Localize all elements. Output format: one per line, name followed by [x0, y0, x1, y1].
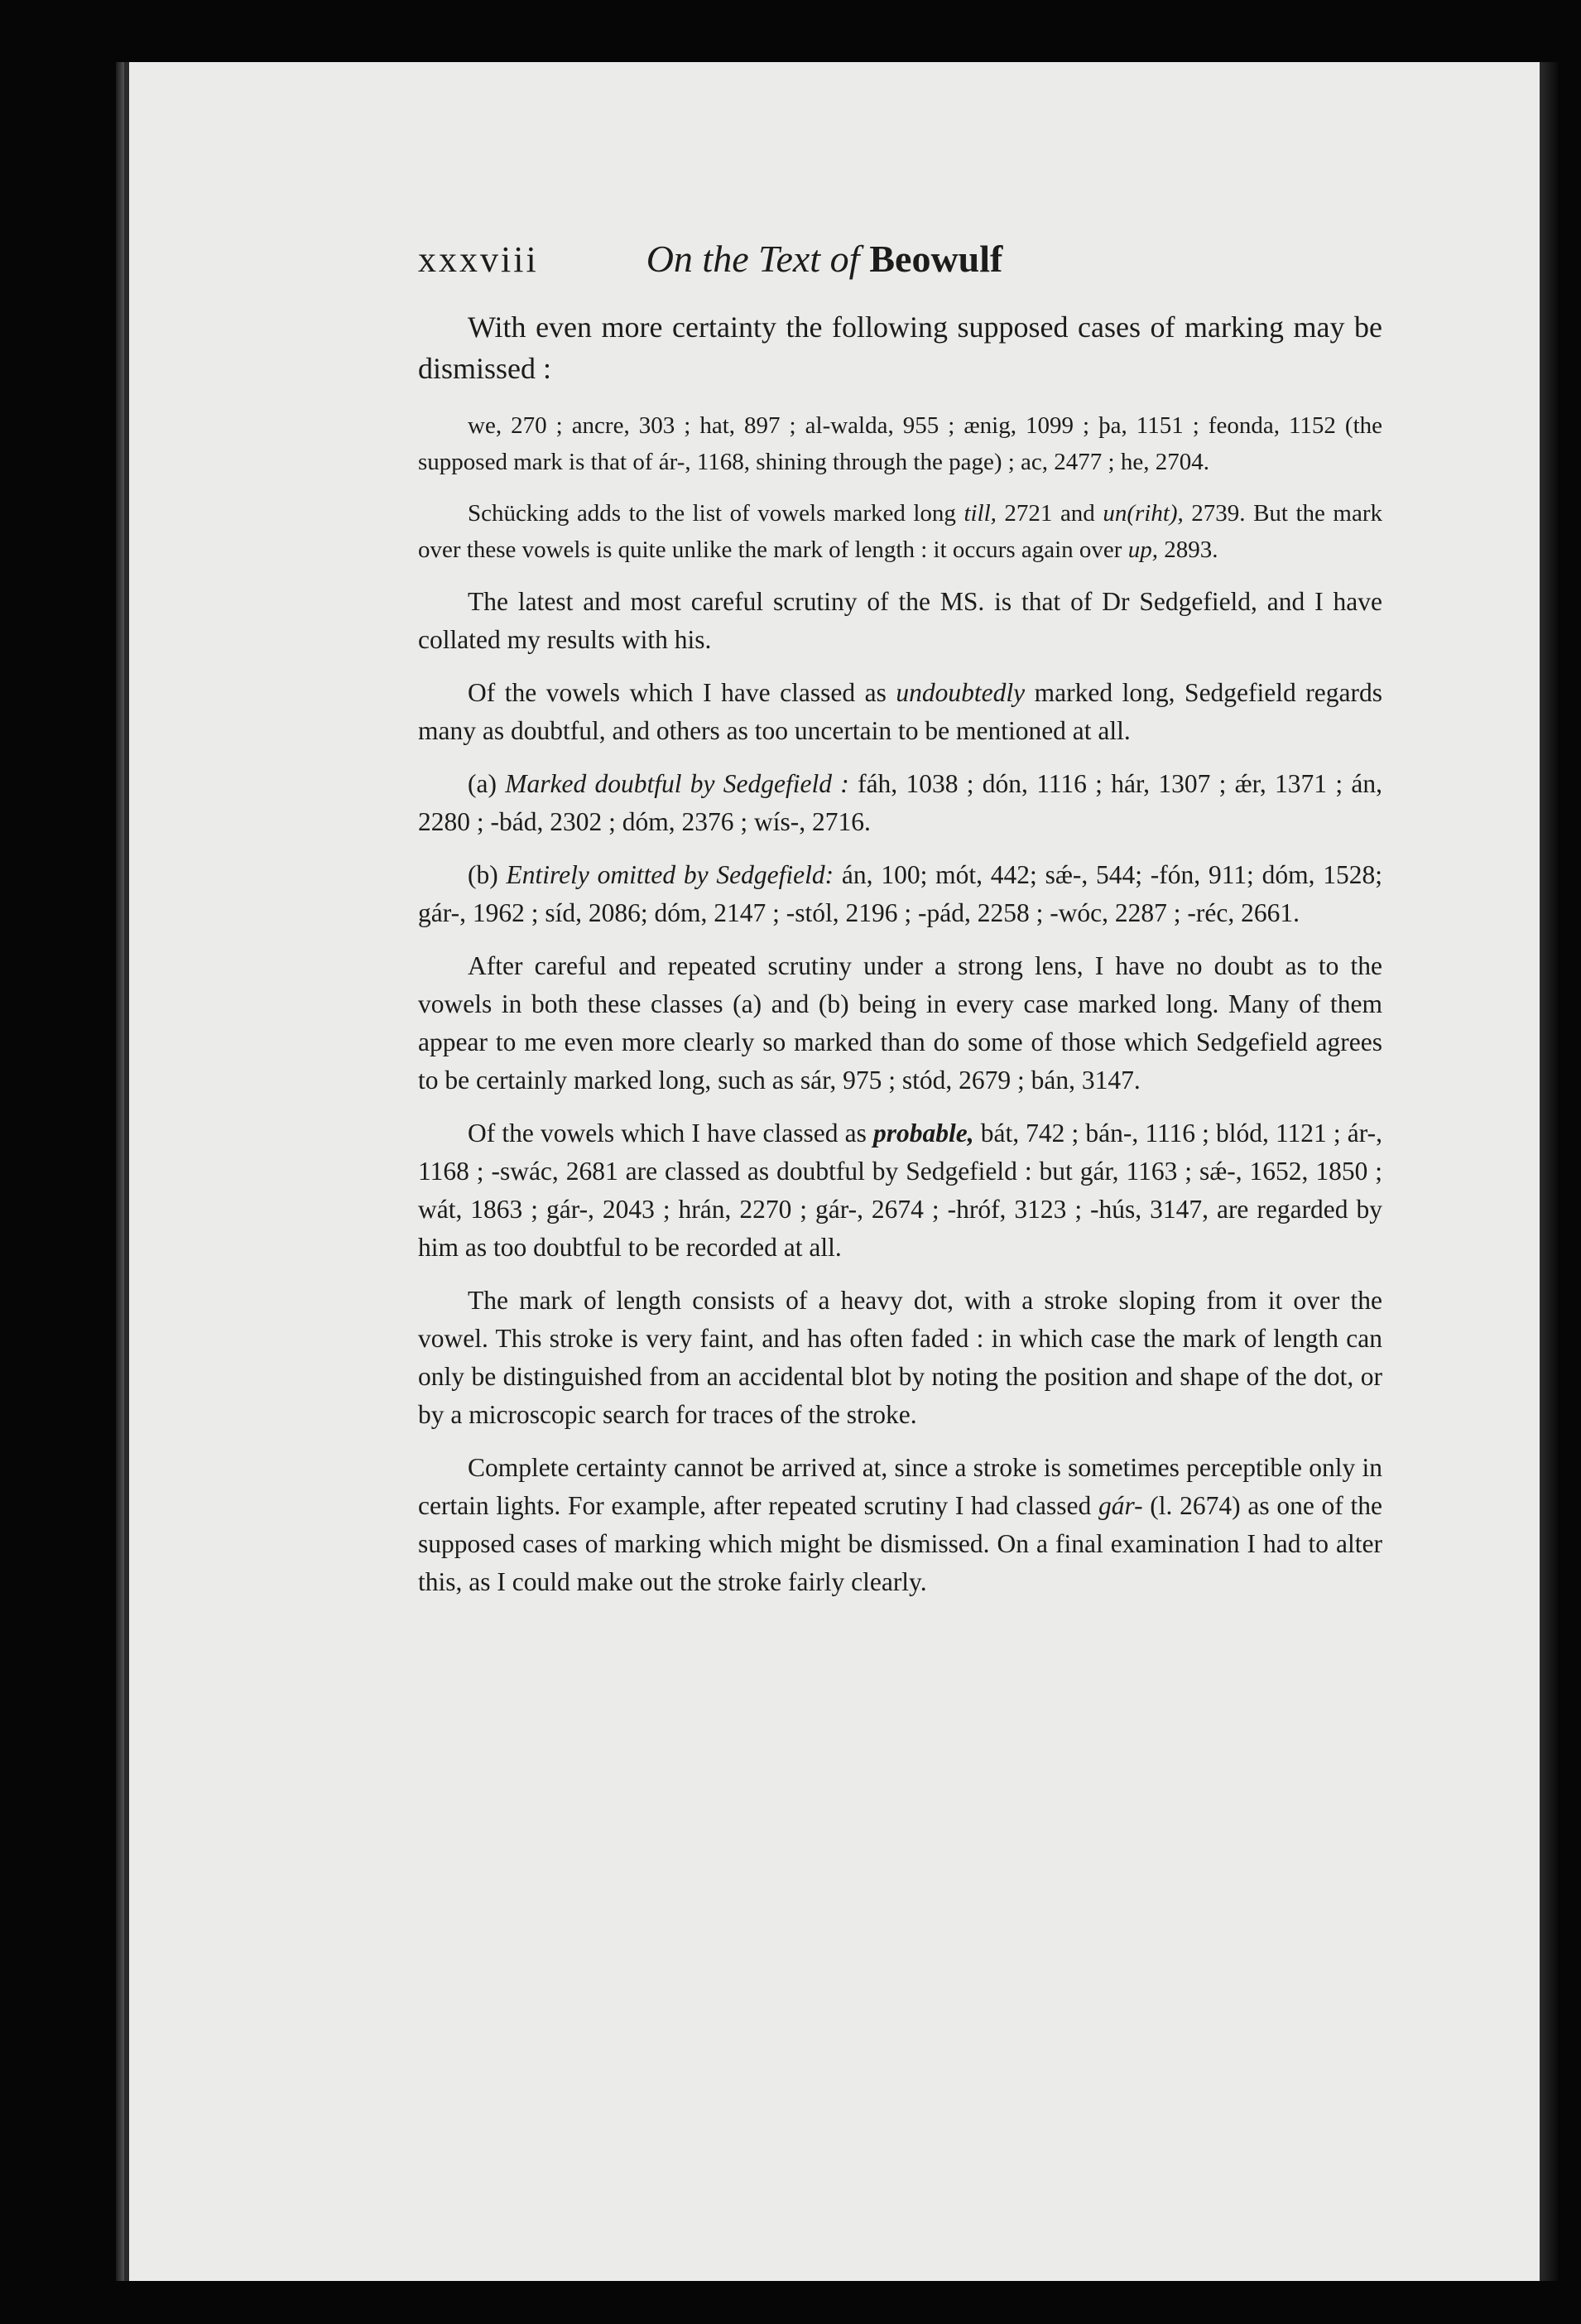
paragraph: Complete certainty cannot be arrived at, since a stroke is sometimes perceptible only in certain lights. For example, after repeated scrutiny I had classed gár- (l. 2674) as one of the supposed cases of marking which might be dismissed. On a final examination I had to alter this, as I could make out the stroke fairly clearly.	[418, 1453, 1382, 1596]
paragraph: we, 270 ; ancre, 303 ; hat, 897 ; al-walda, 955 ; ænig, 1099 ; þa, 1151 ; feonda, 1152 (the supposed mark is that of ár-, 1168, shining through the page) ; ac, 2477 ; he, 2704.	[418, 412, 1382, 475]
page-edge	[1540, 62, 1558, 2281]
paragraph: The latest and most careful scrutiny of the MS. is that of Dr Sedgefield, and I have collated my results with his.	[418, 587, 1382, 654]
page-number: xxxviii	[418, 239, 539, 280]
paragraph: (b) Entirely omitted by Sedgefield: án, 100; mót, 442; sǽ-, 544; -fón, 911; dóm, 1528; gár-, 1962 ; síd, 2086; dóm, 2147 ; -stól, 2196 ; -pád, 2258 ; -wóc, 2287 ; -réc, 2661.	[418, 860, 1382, 927]
paragraph: After careful and repeated scrutiny under a strong lens, I have no doubt as to the vowels in both these classes (a) and (b) being in every case marked long. Many of them appear to me even more clearly so marked than do some of those which Sedgefield agrees to be certainly marked long, such as sár, 975 ; stód, 2679 ; bán, 3147.	[418, 951, 1382, 1095]
page-content	[418, 236, 1382, 1616]
paragraph: Schücking adds to the list of vowels marked long till, 2721 and un(riht), 2739. But the mark over these vowels is quite unlike the mark of length : it occurs again over up, 2893.	[418, 500, 1382, 563]
header-title-italic: On the Text of	[646, 238, 860, 280]
paragraph: Of the vowels which I have classed as probable, bát, 742 ; bán-, 1116 ; blód, 1121 ; ár-, 1168 ; -swác, 2681 are classed as doubtful by Sedgefield : but gár, 1163 ; sǽ-, 1652, 1850 ; wát, 1863 ; gár-, 2043 ; hrán, 2270 ; gár-, 2674 ; -hróf, 3123 ; -hús, 3147, are regarded by him as too doubtful to be recorded at all.	[418, 1119, 1382, 1262]
paragraph: With even more certainty the following supposed cases of marking may be dismissed :	[418, 310, 1382, 385]
paragraph: Of the vowels which I have classed as undoubtedly marked long, Sedgefield regards many as doubtful, and others as too uncertain to be mentioned at all.	[418, 678, 1382, 745]
header-title-roman: Beowulf	[869, 238, 1003, 280]
paragraph: The mark of length consists of a heavy dot, with a stroke sloping from it over the vowel. This stroke is very faint, and has often faded : in which case the mark of length can only be distinguished from an accidental blot by noting the position and shape of the dot, or by a microscopic search for traces of the stroke.	[418, 1286, 1382, 1429]
running-header	[418, 236, 1382, 283]
paragraph: (a) Marked doubtful by Sedgefield : fáh, 1038 ; dón, 1116 ; hár, 1307 ; ǽr, 1371 ; án, 2280 ; -bád, 2302 ; dóm, 2376 ; wís-, 2716.	[418, 769, 1382, 836]
